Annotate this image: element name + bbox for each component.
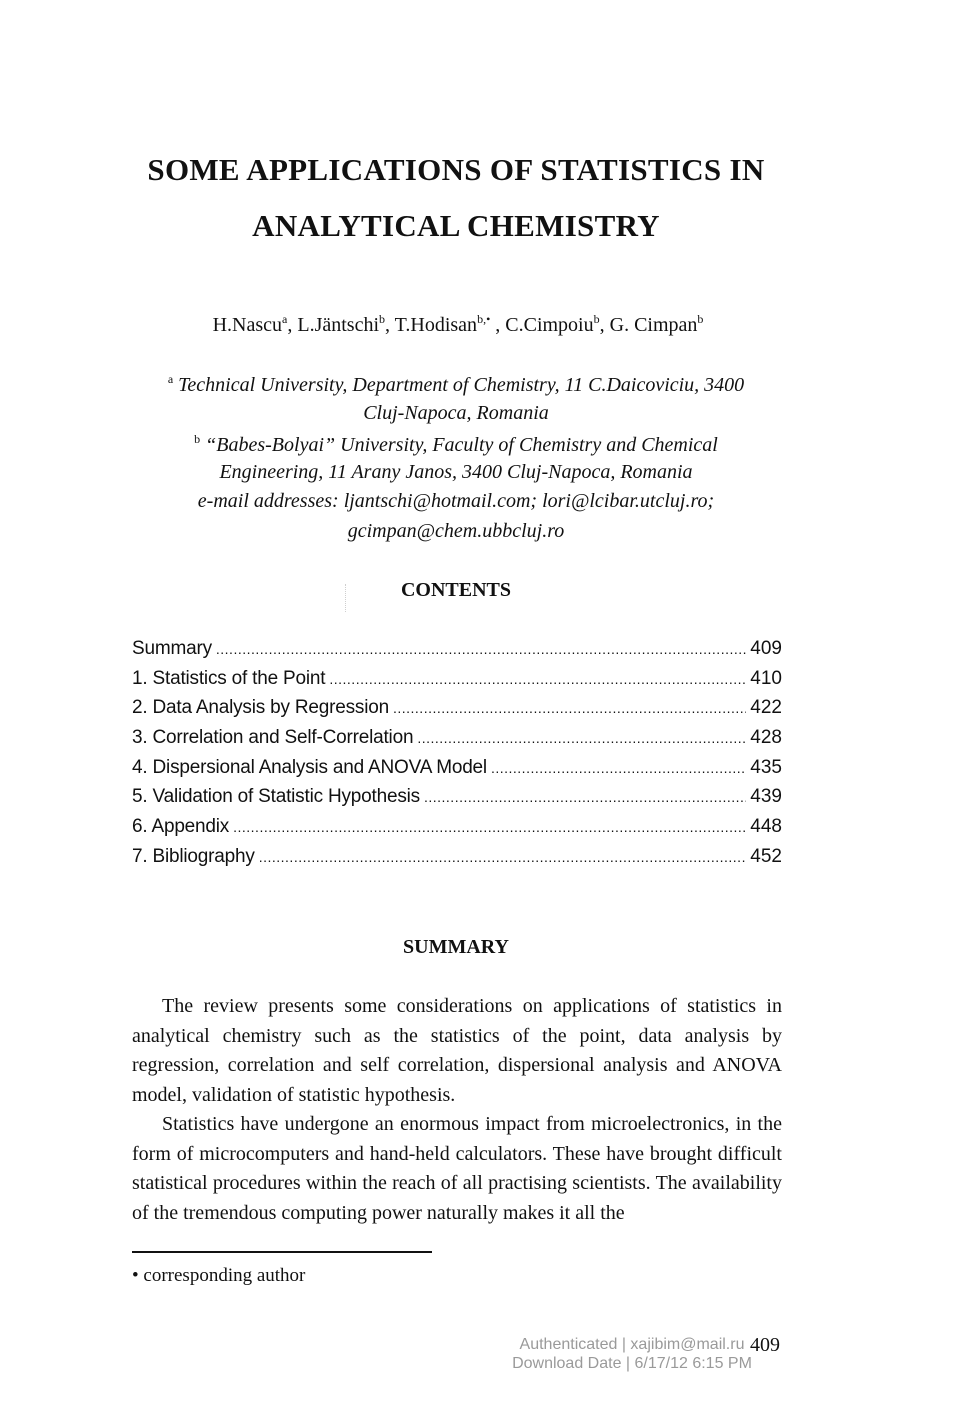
toc-entry: 1. Statistics of the Point ..... 410 — [132, 668, 782, 698]
toc-entry: 4. Dispersional Analysis and ANOVA Model ..... 435 — [132, 757, 782, 787]
download-stamp — [492, 1335, 772, 1373]
contents-heading: CONTENTS — [400, 579, 512, 601]
affiliation-b-line-2: Engineering, 11 Arany Janos, 3400 Cluj-Napoca, Romania — [219, 461, 693, 483]
summary-paragraph: The review presents some considerations on applications of statistics in analytical chemistry such as the statistics of the point, data analysis by regression, correlation and self correlation, dispersional analysis and ANOVA model, validation of statistic hypothesis. — [132, 995, 782, 1106]
footnote: • corresponding author — [132, 1265, 306, 1286]
toc-entry: 7. Bibliography ..... 452 — [132, 846, 782, 876]
email-line-1: e-mail addresses: ljantschi@hotmail.com; lori@lcibar.utcluj.ro; — [197, 490, 715, 512]
page-number: 409 — [750, 1334, 780, 1356]
summary-body — [132, 992, 782, 1228]
footnote-divider — [132, 1251, 432, 1253]
affiliation-a-line-1: $^a$ Technical University, Department of Chemistry, 11 C.Daicoviciu, 3400 — [167, 372, 745, 396]
author: H.Nascu$^a$, — [212, 312, 298, 336]
toc-entry: 3. Correlation and Self-Correlation ..... 428 — [132, 727, 782, 757]
affiliation-a-line-2: Cluj-Napoca, Romania — [363, 402, 549, 424]
toc-entry: 5. Validation of Statistic Hypothesis ..... 439 — [132, 786, 782, 816]
table-of-contents — [132, 638, 782, 876]
author: C.Cimpoiu$^b$, — [505, 312, 610, 336]
summary-heading: SUMMARY — [403, 936, 509, 958]
email-line-2: gcimpan@chem.ubbcluj.ro — [347, 520, 565, 542]
toc-entry: Summary ..... 409 — [132, 638, 782, 668]
author-list — [0, 312, 916, 337]
title-line-2: ANALYTICAL CHEMISTRY — [252, 208, 660, 243]
title-line-1: SOME APPLICATIONS OF STATISTICS IN — [147, 152, 765, 187]
author: T.Hodisan$^{b,•}$ , — [394, 312, 506, 336]
summary-paragraph: Statistics have undergone an enormous impact from microelectronics, in the form of microcomputers and hand-held calculators. These have brought difficult statistical procedures within the reach of all practising scientists. The availability of the tremendous computing power naturally makes it all the — [132, 1113, 782, 1224]
stamp-line-1: Authenticated | xajibim@mail.ru — [519, 1336, 745, 1353]
affiliation-b-line-1: $^b$ “Babes-Bolyai” University, Faculty of Chemistry and Chemical — [194, 432, 718, 456]
stamp-line-2: Download Date | 6/17/12 6:15 PM — [512, 1355, 752, 1372]
author: G. Cimpan$^b$ — [609, 312, 704, 336]
toc-entry: 2. Data Analysis by Regression ..... 422 — [132, 697, 782, 727]
author: L.Jäntschi$^b$, — [297, 312, 395, 336]
toc-entry: 6. Appendix ..... 448 — [132, 816, 782, 846]
